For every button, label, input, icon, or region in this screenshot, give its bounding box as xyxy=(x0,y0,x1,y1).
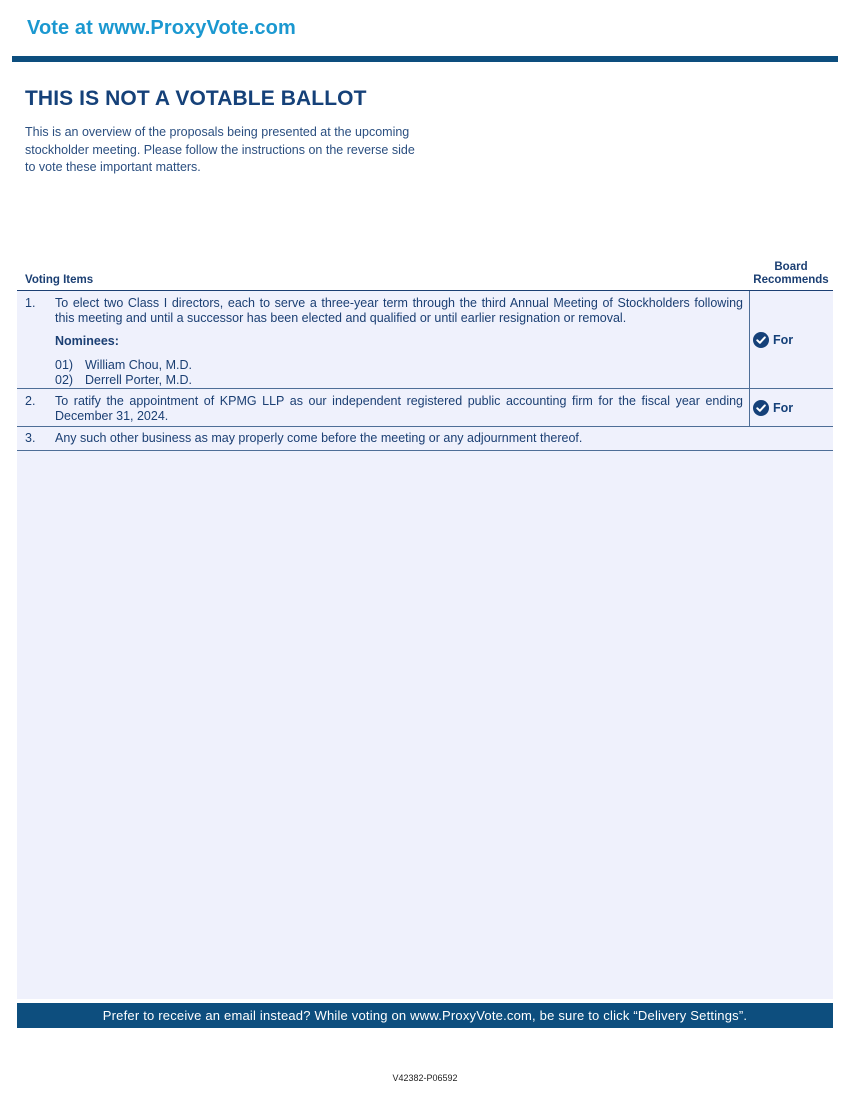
nominee-number: 01) xyxy=(55,358,74,372)
vote-link[interactable]: Vote at www.ProxyVote.com xyxy=(27,17,296,39)
document-code: V42382-P06592 xyxy=(392,1073,458,1083)
voting-items-header: Voting Items xyxy=(25,274,94,286)
recommendation-label: For xyxy=(773,401,794,415)
board-recommends-header xyxy=(750,261,832,287)
nominee-name: Derrell Porter, M.D. xyxy=(85,373,192,387)
nominee-name: William Chou, M.D. xyxy=(85,358,192,372)
recommendation-label: For xyxy=(773,333,794,347)
nominee-item xyxy=(55,373,192,387)
item-number: 2. xyxy=(25,394,36,408)
voting-item-3 xyxy=(17,427,833,451)
voting-item-2 xyxy=(17,389,833,427)
check-circle-icon xyxy=(753,332,769,348)
item-number: 1. xyxy=(25,296,36,310)
item-text: Any such other business as may properly come before the meeting or any adjournment thereof. xyxy=(55,431,583,445)
header-rule xyxy=(12,56,838,62)
board-recommendation xyxy=(753,400,793,416)
item-text: To ratify the appointment of KPMG LLP as our independent registered public accounting firm for the fiscal year ending December 31, 2024. xyxy=(55,394,743,423)
nominee-number: 02) xyxy=(55,373,74,387)
item-number: 3. xyxy=(25,431,36,445)
voting-item-1 xyxy=(17,291,833,389)
intro-text: This is an overview of the proposals being presented at the upcoming stockholder meeting. Please follow the instructions on the reverse side to vote these important matters. xyxy=(25,125,415,174)
board-recommendation xyxy=(753,332,793,348)
voting-items-table xyxy=(17,290,833,999)
nominee-item xyxy=(55,358,192,372)
board-header-line1: Board xyxy=(774,261,808,273)
item-text: To elect two Class I directors, each to serve a three-year term through the third Annual Meeting of Stockholders following this meeting and until a successor has been elected and qualified or until earlier resignation or removal. xyxy=(55,296,743,325)
board-header-line2: Recommends xyxy=(753,274,829,286)
email-delivery-banner: Prefer to receive an email instead? While voting on www.ProxyVote.com, be sure to click “Delivery Settings”. xyxy=(17,1003,833,1028)
check-circle-icon xyxy=(753,400,769,416)
page-title: THIS IS NOT A VOTABLE BALLOT xyxy=(25,87,367,110)
nominees-heading: Nominees: xyxy=(55,334,119,348)
